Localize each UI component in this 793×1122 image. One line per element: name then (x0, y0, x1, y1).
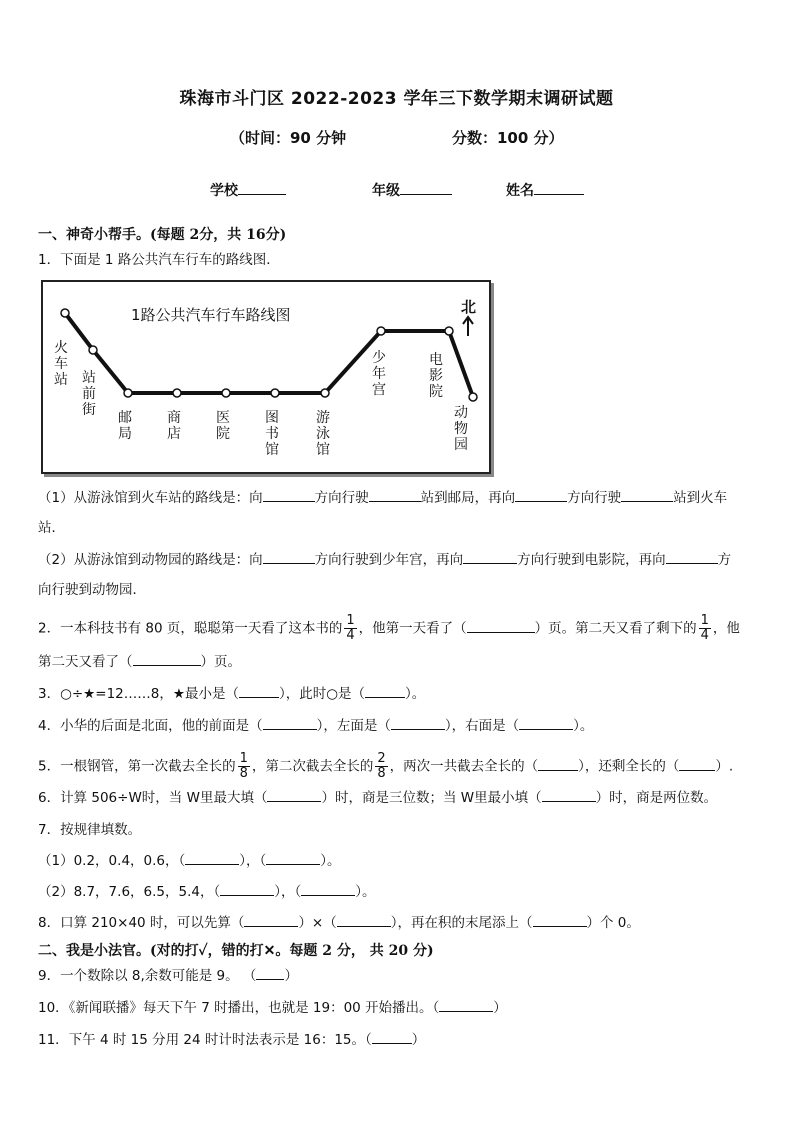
stop-label: 医院 (216, 410, 230, 442)
q1-2-text-a: （2）从游泳馆到动物园的路线是：向 (38, 552, 263, 568)
question-10 (38, 998, 507, 1018)
q7-2-text-a: （2）8.7，7.6，6.5，5.4，（ (38, 884, 221, 900)
q10-answer-blank[interactable] (439, 998, 493, 1012)
q1-1-text-a: （1）从游泳馆到火车站的路线是：向 (38, 490, 263, 506)
q8-blank-2[interactable] (337, 913, 391, 927)
q2-blank-1[interactable] (467, 619, 535, 633)
map-title: 1路公共汽车行车路线图 (131, 306, 291, 324)
q7-2-blank-1[interactable] (220, 882, 274, 896)
section-1-heading: 一、神奇小帮手。(每题 2分，共 16分) (38, 227, 287, 243)
question-7-1 (38, 851, 341, 871)
stop-label: 商店 (167, 410, 181, 442)
time-limit: （时间：90 分钟 (230, 129, 347, 147)
question-1-2 (38, 550, 731, 570)
q3-text-a: 3．○÷★=12……8，★最小是（ (38, 686, 239, 702)
q8-blank-1[interactable] (244, 913, 298, 927)
name-label: 姓名 (506, 183, 534, 199)
q7-2-blank-2[interactable] (301, 882, 355, 896)
q10-text-a: 10．《新闻联播》每天下午 7 时播出，也就是 19：00 开始播出。（ (38, 1000, 440, 1016)
q1-1-text-e: 站到火车 (673, 490, 728, 506)
stop-marker-zoo (469, 393, 477, 401)
q2-text-c: ）页。第二天又看了剩下的 (534, 620, 697, 637)
total-score: 分数：100 分） (452, 129, 564, 147)
q4-blank-2[interactable] (391, 716, 445, 730)
q2-text-b: ，他第一天看了（ (358, 620, 467, 637)
q7-1-text-a: （1）0.2，0.4，0.6，（ (38, 853, 186, 869)
q11-text-b: ） (411, 1032, 426, 1048)
q7-1-text-c: ）。 (320, 853, 341, 869)
q8-text-d: ）个 0。 (586, 915, 640, 931)
q5-blank-1[interactable] (538, 757, 578, 771)
q7-2-text-b: ），（ (274, 884, 302, 900)
route-line (65, 313, 473, 397)
q5-text-c: ，两次一共截去全长的（ (389, 758, 539, 775)
q4-text-d: ）。 (573, 718, 594, 734)
q1-1-blank-1[interactable] (263, 488, 315, 502)
q11-answer-blank[interactable] (372, 1030, 412, 1044)
q5-text-b: ，第二次截去全长的 (251, 758, 374, 775)
q1-1-text-d: 方向行驶 (567, 490, 622, 506)
stop-label: 动物园 (454, 405, 468, 453)
q6-blank-2[interactable] (542, 788, 596, 802)
q5-text-d: ），还剩全长的（ (578, 758, 680, 775)
question-4 (38, 716, 593, 736)
name-blank[interactable] (534, 181, 584, 195)
fraction-numerator: 1 (239, 751, 248, 766)
stop-marker-post-office (124, 389, 132, 397)
q8-text-c: ），再在积的末尾添上（ (390, 915, 533, 931)
fraction-two-eighths (375, 752, 387, 781)
grade-field (372, 180, 452, 200)
q1-1-blank-3[interactable] (515, 488, 567, 502)
stop-label: 邮局 (118, 410, 132, 442)
exam-subtitle (230, 127, 564, 148)
q4-text-c: ），右面是（ (444, 718, 520, 734)
fraction-numerator: 2 (377, 751, 386, 766)
question-1-2-cont: 向行驶到动物园． (38, 582, 146, 598)
fraction-denominator: 8 (239, 766, 248, 781)
question-9 (38, 966, 298, 986)
name-field (506, 180, 584, 200)
q3-text-b: ），此时○是（ (278, 686, 365, 702)
stop-label: 电影院 (429, 352, 443, 400)
q9-text-a: 9．一个数除以 8,余数可能是 9。 （ (38, 968, 257, 984)
q9-answer-blank[interactable] (256, 966, 284, 980)
q1-2-text-c: 方向行驶到电影院，再向 (517, 552, 666, 568)
q6-blank-1[interactable] (267, 788, 321, 802)
fraction-denominator: 4 (346, 628, 355, 643)
q10-text-b: ） (493, 1000, 507, 1016)
stop-marker-hospital (222, 389, 230, 397)
grade-label: 年级 (372, 183, 400, 199)
q1-2-blank-1[interactable] (263, 550, 315, 564)
q8-text-a: 8．口算 210×40 时，可以先算（ (38, 915, 245, 931)
q1-1-text-b: 方向行驶 (314, 490, 369, 506)
stop-marker-cinema (445, 327, 453, 335)
section-2-heading: 二、我是小法官。(对的打✓，错的打✕。每题 2 分， 共 20 分) (38, 943, 434, 959)
stop-marker-station-street (89, 346, 97, 354)
q2-blank-2[interactable] (133, 652, 201, 666)
q3-blank-2[interactable] (365, 684, 405, 698)
q5-text-e: ）. (715, 758, 734, 775)
q2-text-a: 2．一本科技书有 80 页，聪聪第一天看了这本书的 (38, 620, 343, 637)
question-5 (38, 752, 733, 781)
stop-marker-library (271, 389, 279, 397)
fraction-numerator: 1 (346, 613, 355, 628)
question-6 (38, 788, 717, 808)
q8-text-b: ）×（ (298, 915, 337, 931)
q5-blank-2[interactable] (679, 757, 715, 771)
question-7-intro: 7．按规律填数。 (38, 822, 142, 838)
q6-text-c: ）时，商是两位数。 (595, 790, 718, 806)
question-11 (38, 1030, 425, 1050)
q1-1-blank-2[interactable] (369, 488, 421, 502)
q4-text-b: ），左面是（ (316, 718, 391, 734)
stop-label: 火车站 (54, 340, 68, 388)
fraction-denominator: 8 (377, 766, 386, 781)
exam-title: 珠海市斗门区 2022-2023 学年三下数学期末调研试题 (179, 89, 614, 109)
q1-1-blank-4[interactable] (621, 488, 673, 502)
q6-text-a: 6．计算 506÷W时，当 W里最大填（ (38, 790, 268, 806)
stop-label: 图书馆 (265, 410, 279, 458)
fraction-one-quarter-2 (699, 614, 711, 643)
stop-marker-youth-palace (377, 327, 385, 335)
q1-1-text-c: 站到邮局，再向 (420, 490, 516, 506)
fraction-denominator: 4 (700, 628, 709, 643)
q7-1-blank-2[interactable] (266, 851, 320, 865)
stop-label: 游泳馆 (316, 410, 330, 458)
q1-2-text-d: 方 (717, 552, 732, 568)
stop-marker-pool (321, 389, 329, 397)
q7-1-text-b: ），（ (239, 853, 267, 869)
stop-label: 站前街 (82, 370, 96, 418)
question-2-cont (38, 652, 241, 672)
question-2 (38, 614, 740, 643)
stop-marker-train-station (61, 309, 69, 317)
q2-text-f: ）页。 (200, 654, 241, 670)
q6-text-b: ）时，商是三位数；当 W里最小填（ (321, 790, 542, 806)
question-7-2 (38, 882, 375, 902)
q3-text-c: ）。 (405, 686, 426, 702)
q7-1-blank-1[interactable] (185, 851, 239, 865)
school-blank[interactable] (238, 181, 286, 195)
stop-label: 少年宫 (372, 350, 386, 398)
q11-text-a: 11．下午 4 时 15 分用 24 时计时法表示是 16：15。（ (38, 1032, 372, 1048)
q1-2-blank-3[interactable] (666, 550, 718, 564)
q2-text-e: 第二天又看了（ (38, 654, 133, 670)
fraction-one-eighth (238, 752, 250, 781)
map-north-label: 北 (461, 298, 477, 316)
school-label: 学校 (210, 183, 238, 199)
question-1-1-cont: 站． (38, 520, 65, 536)
question-1-1 (38, 488, 727, 508)
q7-2-text-c: ）。 (355, 884, 376, 900)
q3-blank-1[interactable] (239, 684, 279, 698)
q5-text-a: 5．一根钢管，第一次截去全长的 (38, 758, 236, 775)
q1-2-blank-2[interactable] (463, 550, 517, 564)
question-1-intro: 1．下面是 1 路公共汽车行车的路线图． (38, 252, 280, 268)
stop-labels (54, 340, 468, 458)
q8-blank-3[interactable] (533, 913, 587, 927)
grade-blank[interactable] (400, 181, 452, 195)
q4-text-a: 4．小华的后面是北面，他的前面是（ (38, 718, 263, 734)
bus-route-map (41, 280, 491, 474)
q2-text-d: ，他 (712, 620, 740, 637)
q4-blank-1[interactable] (263, 716, 317, 730)
q4-blank-3[interactable] (519, 716, 573, 730)
route-map-svg (43, 282, 489, 472)
question-3 (38, 684, 425, 704)
q1-2-text-b: 方向行驶到少年宫，再向 (314, 552, 464, 568)
fraction-one-quarter (344, 614, 356, 643)
q9-text-b: ） (284, 968, 298, 984)
question-8 (38, 913, 640, 933)
school-field (210, 180, 286, 200)
fraction-numerator: 1 (700, 613, 709, 628)
stop-marker-shop (173, 389, 181, 397)
